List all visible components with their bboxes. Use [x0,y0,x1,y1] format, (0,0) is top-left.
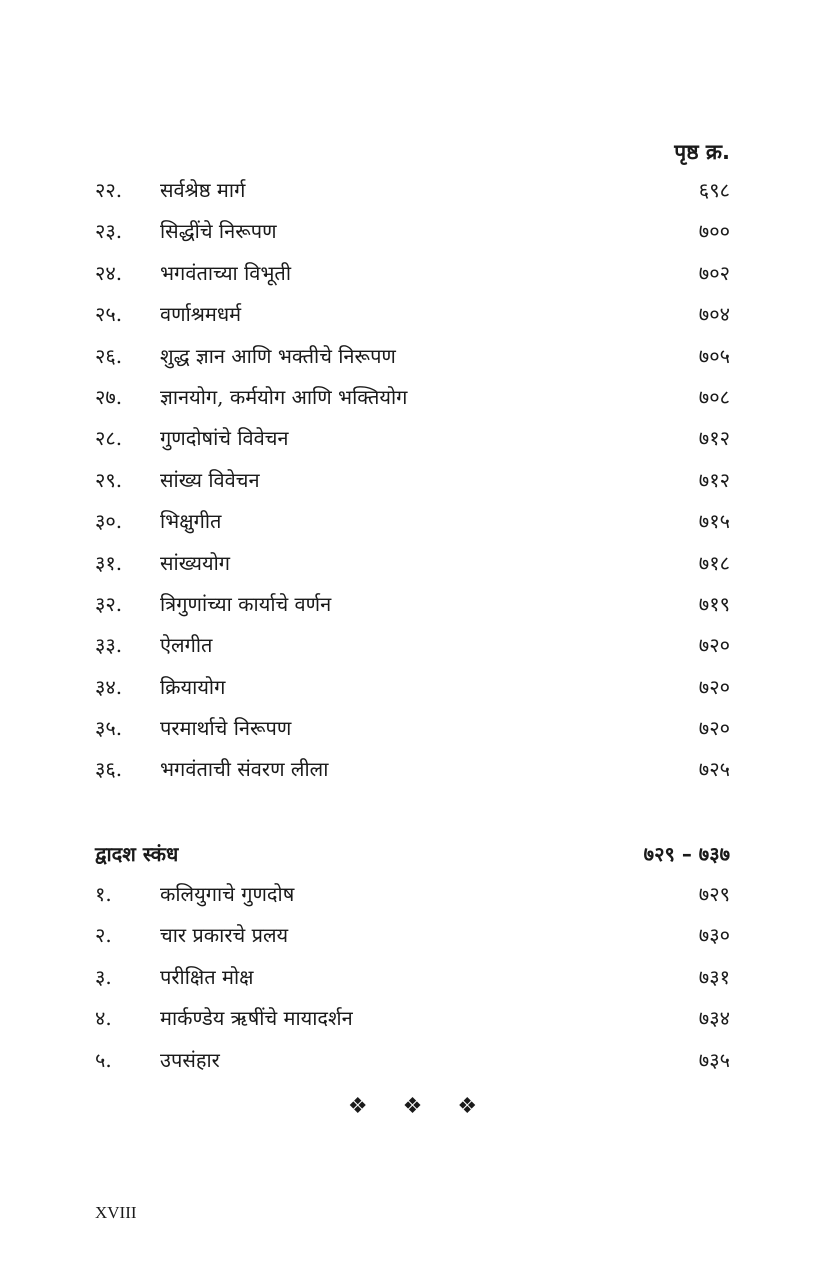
toc-entry [95,667,730,708]
entry-number: ३. [95,964,112,989]
toc-entry [95,1040,730,1081]
entry-number: २७. [95,384,123,409]
entry-number: २४. [95,260,123,285]
entry-number: ४. [95,1006,112,1031]
entry-title: भगवंताची संवरण लीला [160,757,329,782]
toc-entry [95,336,730,377]
entry-title: शुद्ध ज्ञान आणि भक्तीचे निरूपण [160,343,396,368]
entry-number: ५. [95,1047,112,1072]
entry-number: ३५. [95,716,123,741]
toc-entry [95,625,730,666]
toc-entry [95,211,730,252]
entry-page: ७१८ [698,550,730,575]
toc-entry [95,253,730,294]
entry-page: ७२० [698,716,730,741]
toc-entry [95,998,730,1039]
entry-title: भिक्षुगीत [160,509,222,534]
page-number-column-label: पृष्ठ क्र. [674,140,730,164]
toc-entry [95,957,730,998]
entry-page: ७२९ [698,882,730,906]
entry-page: ७०५ [698,343,730,368]
entry-page: ७०२ [698,260,730,285]
entry-page: ७१२ [698,426,730,451]
entry-page: ७१५ [698,509,730,534]
entry-page: ७२० [698,674,730,699]
toc-entry [95,501,730,542]
toc-entry [95,543,730,584]
entry-page: ७१२ [698,467,730,492]
entry-number: ३६. [95,757,123,782]
toc-entry [95,749,730,790]
entry-page: ६९८ [698,178,730,202]
entry-page: ७३१ [698,964,730,989]
entry-page: ७०० [698,219,730,244]
entry-title: कलियुगाचे गुणदोष [160,882,295,906]
entry-page: ७२० [698,633,730,658]
entry-page: ७३० [698,923,730,948]
entry-number: २५. [95,302,123,327]
entry-number: ३१. [95,550,123,575]
section-title: द्वादश स्कंध [95,842,179,866]
entry-title: सिद्धींचे निरूपण [160,219,277,244]
entry-title: चार प्रकारचे प्रलय [160,923,289,948]
toc-entry [95,915,730,956]
entry-number: ३३. [95,633,123,658]
entry-title: सांख्य विवेचन [160,467,260,492]
section-page-range: ७२९ – ७३७ [643,842,730,866]
diamond-ornament-icon: ❖ [347,1094,368,1119]
entry-title: परीक्षित मोक्ष [160,964,254,989]
entry-number: ३४. [95,674,123,699]
entry-title: सर्वश्रेष्ठ मार्ग [160,178,246,202]
ornament-divider [0,1094,825,1119]
section-heading [95,834,730,874]
entry-number: ३०. [95,509,123,534]
entry-title: सांख्ययोग [160,550,231,575]
entry-number: २. [95,923,112,948]
entry-page: ७३५ [698,1047,730,1072]
toc-entry [95,708,730,749]
entry-number: २९. [95,467,123,492]
toc-entry [95,874,730,915]
toc-entry [95,418,730,459]
entry-title: गुणदोषांचे विवेचन [160,426,289,451]
entry-number: १. [95,882,112,906]
entry-number: २८. [95,426,123,451]
entry-number: २३. [95,219,123,244]
entry-title: त्रिगुणांच्या कार्याचे वर्णन [160,591,332,616]
toc-entry [95,460,730,501]
page-folio: XVIII [95,1203,137,1222]
entry-page: ७२५ [698,757,730,782]
toc-entry [95,294,730,335]
diamond-ornament-icon: ❖ [457,1094,478,1119]
toc-entry [95,584,730,625]
entry-number: २६. [95,343,123,368]
entry-title: क्रियायोग [160,674,226,699]
entry-page: ७०४ [698,302,730,327]
entry-number: ३२. [95,591,123,616]
entry-title: ज्ञानयोग, कर्मयोग आणि भक्तियोग [160,384,408,409]
toc-entry [95,377,730,418]
entry-page: ७०८ [698,384,730,409]
entry-title: भगवंताच्या विभूती [160,260,292,285]
entry-page: ७३४ [698,1006,730,1031]
diamond-ornament-icon: ❖ [402,1094,423,1119]
entry-number: २२. [95,178,123,202]
toc-list-part-2 [95,874,730,1081]
entry-title: उपसंहार [160,1047,220,1072]
entry-title: वर्णाश्रमधर्म [160,302,242,327]
entry-title: मार्कण्डेय ऋषींचे मायादर्शन [160,1006,353,1031]
toc-entry [95,170,730,211]
toc-list-part-1 [95,170,730,791]
entry-title: ऐलगीत [160,633,213,658]
entry-page: ७१९ [698,591,730,616]
entry-title: परमार्थाचे निरूपण [160,716,292,741]
